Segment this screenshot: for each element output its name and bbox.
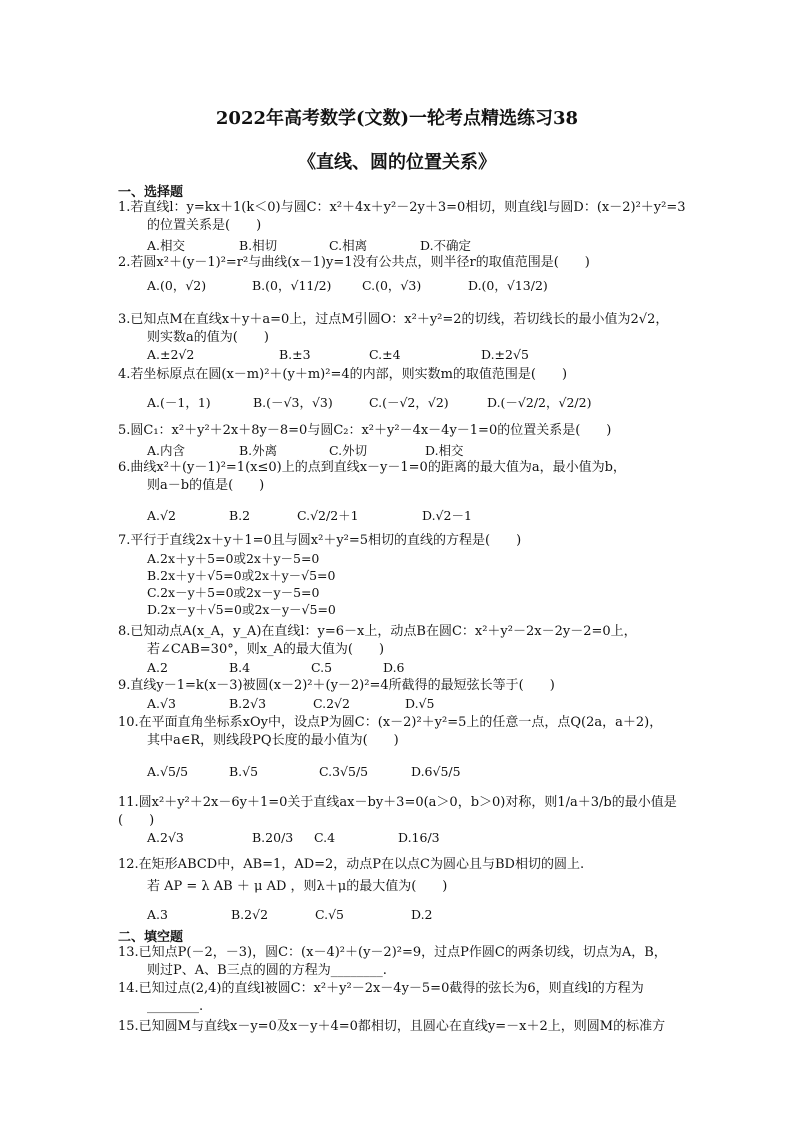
question-13 <box>118 944 703 980</box>
option-b: B.±3 <box>279 347 311 362</box>
question-8 <box>118 623 703 659</box>
question-stem: 13.已知点P(－2，－3)，圆C：(x－4)²＋(y－2)²=9，过点P作圆C的两条切线，切点为A，B， <box>118 945 667 960</box>
options-4 <box>147 393 591 411</box>
option-c: C.√2/2＋1 <box>297 508 359 523</box>
question-stem-cont: 若 AP = λ AB ＋ μ AD ，则λ＋μ的最大值为( ) <box>147 879 448 894</box>
question-10 <box>118 714 703 750</box>
option-d: D.±2√5 <box>481 347 529 362</box>
option-d: D.2x－y＋√5=0或2x－y－√5=0 <box>147 602 336 617</box>
question-11 <box>118 794 703 830</box>
question-stem: 11.圆x²＋y²＋2x－6y＋1=0关于直线ax－by＋3=0(a＞0，b＞0)对称，则1/a＋3/b的最小值是( ) <box>118 795 677 828</box>
option-c: C.2√2 <box>313 696 350 711</box>
option-c: C.(0，√3) <box>362 278 422 293</box>
option-a: A.(－1，1) <box>147 395 211 410</box>
question-stem-cont: 若∠CAB=30°，则x_A的最大值为( ) <box>147 642 385 657</box>
question-stem-cont: 其中a∈R，则线段PQ长度的最小值为( ) <box>147 733 399 748</box>
option-d: D.(0，√13/2) <box>468 278 548 293</box>
option-d: D.√5 <box>405 696 435 711</box>
option-d: D.16/3 <box>398 830 440 845</box>
option-c: C.相离 <box>329 238 368 253</box>
section-heading-choice: 一、选择题 <box>118 185 184 200</box>
option-b: B.√5 <box>229 764 259 779</box>
question-1 <box>118 199 703 235</box>
question-stem-cont: 的位置关系是( ) <box>147 218 262 233</box>
option-b: B.2 <box>229 508 251 523</box>
option-b: B.外离 <box>239 443 278 458</box>
document-subtitle: 《直线、圆的位置关系》 <box>298 152 496 173</box>
options-3 <box>147 347 529 362</box>
question-15 <box>118 1018 703 1036</box>
option-a: A.√2 <box>147 508 176 523</box>
option-b: B.2√3 <box>229 696 267 711</box>
option-c: C.5 <box>311 660 333 675</box>
question-7 <box>118 532 703 550</box>
question-stem: 4.若坐标原点在圆(x－m)²＋(y＋m)²=4的内部，则实数m的取值范围是( ) <box>118 367 568 382</box>
question-5 <box>118 422 703 440</box>
question-stem: 10.在平面直角坐标系xOy中，设点P为圆C：(x－2)²＋y²=5上的任意一点，点Q(2a，a＋2)， <box>118 715 663 730</box>
question-9 <box>118 677 703 695</box>
option-b: B.2√2 <box>231 907 269 922</box>
option-d: D.2 <box>411 907 433 922</box>
option-d: D.相交 <box>425 443 464 458</box>
question-stem: 6.曲线x²＋(y－1)²=1(x≤0)上的点到直线x－y－1=0的距离的最大值为a，最小值为b， <box>118 460 626 475</box>
option-a: A.±2√2 <box>147 347 195 362</box>
question-stem: 14.已知过点(2,4)的直线l被圆C：x²＋y²－2x－4y－5=0截得的弦长为6，则直线l的方程为 <box>118 981 644 996</box>
question-stem: 15.已知圆M与直线x－y=0及x－y＋4=0都相切，且圆心在直线y=－x＋2上，则圆M的标准方 <box>118 1019 666 1034</box>
option-b: B.相切 <box>239 238 278 253</box>
option-a: A.内含 <box>147 443 186 458</box>
question-stem: 7.平行于直线2x＋y＋1=0且与圆x²＋y²=5相切的直线的方程是( ) <box>118 533 522 548</box>
question-12 <box>118 856 703 896</box>
option-d: D.不确定 <box>420 238 472 253</box>
option-c: C.外切 <box>329 443 368 458</box>
question-stem: 8.已知动点A(x_A，y_A)在直线l：y=6－x上，动点B在圆C：x²＋y²－2x－2y－2=0上， <box>118 624 637 639</box>
option-c: C.3√5/5 <box>319 764 369 779</box>
question-6 <box>118 459 703 495</box>
options-2 <box>147 276 548 294</box>
option-c: C.2x－y＋5=0或2x－y－5=0 <box>147 585 320 600</box>
section-heading-fill: 二、填空题 <box>118 930 184 945</box>
option-b: B.(0，√11/2) <box>252 278 332 293</box>
question-stem: 12.在矩形ABCD中，AB=1，AD=2，动点P在以点C为圆心且与BD相切的圆上. <box>118 857 585 872</box>
options-7 <box>147 550 336 618</box>
question-stem: 3.已知点M在直线x＋y＋a=0上，过点M引圆O：x²＋y²=2的切线，若切线长的最小值为2√2， <box>118 312 669 327</box>
document-title: 2022年高考数学(文数)一轮考点精选练习38 <box>215 108 579 129</box>
option-c: C.4 <box>314 830 336 845</box>
options-8 <box>147 660 405 675</box>
question-4 <box>118 366 703 384</box>
question-stem: 9.直线y－1=k(x－3)被圆(x－2)²＋(y－2)²=4所截得的最短弦长等于( ) <box>118 678 555 693</box>
option-a: A.√3 <box>147 696 176 711</box>
option-b: B.4 <box>229 660 251 675</box>
question-3 <box>118 311 703 347</box>
options-1 <box>147 236 471 254</box>
option-c: C.√5 <box>315 907 345 922</box>
question-stem-cont: 则实数a的值为( ) <box>147 330 269 345</box>
option-b: B.(－√3，√3) <box>253 395 333 410</box>
options-12 <box>147 907 433 922</box>
option-a: A.(0，√2) <box>147 278 207 293</box>
option-a: A.2 <box>147 660 168 675</box>
option-a: A.2√3 <box>147 830 184 845</box>
question-stem: 1.若直线l：y=kx＋1(k＜0)与圆C：x²＋4x＋y²－2y＋3=0相切，则直线l与圆D：(x－2)²＋y²=3 <box>118 200 686 215</box>
question-2 <box>118 254 703 272</box>
options-9 <box>147 696 434 711</box>
question-stem: 2.若圆x²＋(y－1)²=r²与曲线(x－1)y=1没有公共点，则半径r的取值范围是( ) <box>118 255 590 270</box>
option-b: B.2x＋y＋√5=0或2x＋y－√5=0 <box>147 568 336 583</box>
question-stem-cont: ________. <box>147 999 204 1014</box>
question-14 <box>118 980 703 1016</box>
option-d: D.(－√2/2，√2/2) <box>487 395 592 410</box>
question-stem: 5.圆C₁：x²＋y²＋2x＋8y－8=0与圆C₂：x²＋y²－4x－4y－1=0的位置关系是( ) <box>118 423 612 438</box>
option-a: A.相交 <box>147 238 186 253</box>
options-5 <box>147 441 464 459</box>
option-a: A.√5/5 <box>147 764 189 779</box>
option-a: A.3 <box>147 907 168 922</box>
option-d: D.6√5/5 <box>411 764 461 779</box>
options-6 <box>147 506 472 524</box>
option-d: D.6 <box>383 660 405 675</box>
question-stem-cont: 则a－b的值是( ) <box>147 478 265 493</box>
option-a: A.2x＋y＋5=0或2x＋y－5=0 <box>147 551 320 566</box>
option-c: C.±4 <box>369 347 401 362</box>
option-c: C.(－√2，√2) <box>369 395 449 410</box>
options-10 <box>147 764 461 779</box>
option-d: D.√2－1 <box>422 508 472 523</box>
question-stem-cont: 则过P、A、B三点的圆的方程为________. <box>147 963 387 978</box>
options-11 <box>147 830 440 845</box>
option-b: B.20/3 <box>252 830 294 845</box>
